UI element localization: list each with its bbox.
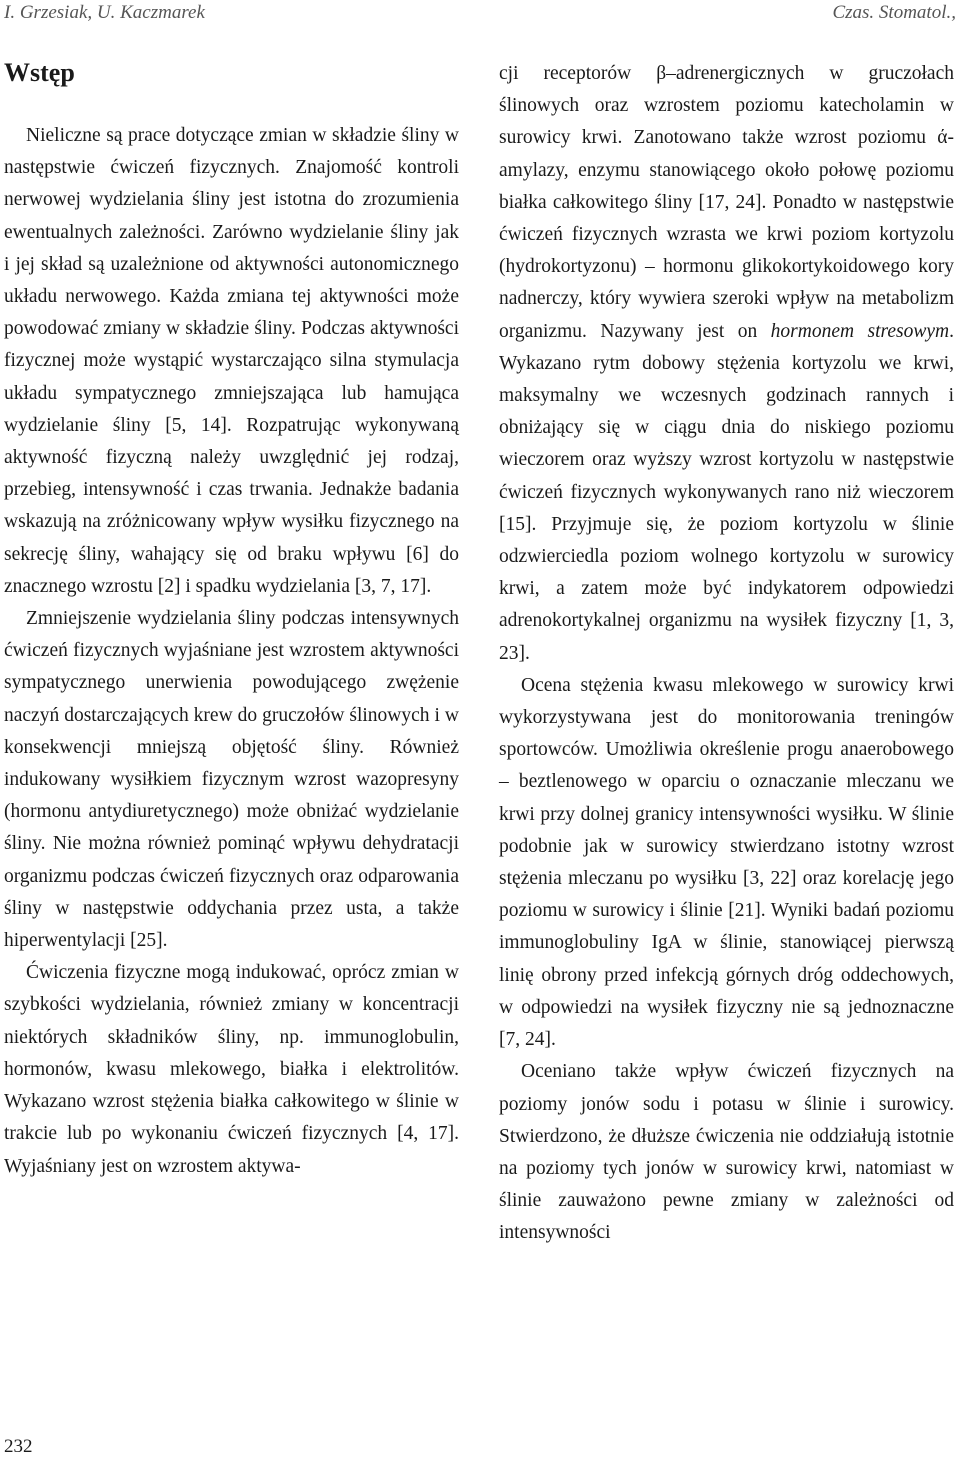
paragraph: Zmniejszenie wydzielania śliny podczas intensywnych ćwiczeń fizycznych wyjaśniane jest wzrostem aktywności sympatycznego unerwienia powodującego zwężenie naczyń dostarczających krew do gruczołów ślinowych i w konsekwencji mniejszą objętość śliny. Również indukowany wysiłkiem fizycznym wzrost wazopresyny (hormonu antydiuretycznego) może obniżać wydzielanie śliny. Nie można również pominąć wpływu dehydratacji organizmu podczas ćwiczeń fizycznych oraz odparowania śliny w następstwie oddychania przez usta, a także hiperwentylacji [25]. [4, 608, 459, 952]
paragraph-text: . Wykazano rytm dobowy stężenia kortyzolu we krwi, maksymalny we wczesnych godzinach rannych i obniżający się w ciągu dnia do niskiego poziomu wieczorem oraz wyższy wzrost kortyzolu w następstwie ćwiczeń fizycznych wykonywanych rano niż wieczorem [15]. Przyjmuje się, że poziom kortyzolu w ślinie odzwierciedla poziom wolnego kortyzolu w surowicy krwi, a zatem może być indykatorem odpowiedzi adrenokortykalnej organizmu na wysiłek fizyczny [1, 3, 23]. [499, 320, 954, 664]
paragraph-text: cji receptorów β–adrenergicznych w gruczołach ślinowych oraz wzrostem poziomu katecholamin w surowicy krwi. Zanotowano także wzrost poziomu ά-amylazy, enzymu stanowiącego około połowę poziomu białka całkowitego śliny [17, 24]. Ponadto w następstwie ćwiczeń fizycznych wzrasta we krwi poziom kortyzolu (hydrokortyzonu) – hormonu glikokortykoidowego kory nadnerczy, który wywiera szeroki wpływ na metabolizm organizmu. Nazywany jest on [499, 63, 954, 342]
emphasized-term: hormonem stresowym [770, 320, 950, 342]
paragraph: Ćwiczenia fizyczne mogą indukować, oprócz zmian w szybkości wydzielania, również zmiany w koncentracji niektórych składników śliny, np. immunoglobulin, hormonów, kwasu mlekowego, białka i elektrolitów. Wykazano wzrost stężenia białka całkowitego w ślinie w trakcie lub po wykonaniu ćwiczeń fizycznych [4, 17]. Wyjaśniany jest on wzrostem aktywa- [4, 962, 459, 1177]
paragraph: Nieliczne są prace dotyczące zmian w składzie śliny w następstwie ćwiczeń fizycznych. Znajomość kontroli nerwowej wydzielania śliny jest istotna do zrozumienia ewentualnych zależności. Zarówno wydzielanie śliny jak i jej skład są uzależnione od aktywności autonomicznego układu nerwowego. Każda zmiana tej aktywności może powodować zmiany w składzie śliny. Podczas aktywności fizycznej może wystąpić wystarczająco silna stymulacja układu sympatycznego zmniejszająca lub hamująca wydzielanie śliny [5, 14]. Rozpatrując wykonywaną aktywność fizyczną należy uwzględnić jej rodzaj, przebieg, intensywność i czas trwania. Jednakże badania wskazują na zróżnicowany wpływ wysiłku fizycznego na sekrecję śliny, wahający się od braku wpływu [6] do znacznego wzrostu [2] i spadku wydzielania [3, 7, 17]. [4, 125, 459, 597]
paragraph: Ocena stężenia kwasu mlekowego w surowicy krwi wykorzystywana jest do monitorowania treningów sportowców. Umożliwia określenie progu anaerobowego – beztlenowego w oparciu o oznaczanie mleczanu we krwi przy dolnej granicy intensywności wysiłku. W ślinie podobnie jak w surowicy stwierdzano istotny wzrost stężenia mleczanu po wysiłku [3, 22] oraz korelację jego poziomu w surowicy i ślinie [21]. Wyniki badań poziomu immunoglobuliny IgA w ślinie, stanowiącej pierwszą linię obrony przed infekcją górnych dróg oddechowych, w odpowiedzi na wysiłek fizyczny nie są jednoznaczne [7, 24]. [499, 674, 954, 1051]
page-number: 232 [4, 1436, 33, 1457]
running-head-authors: I. Grzesiak, U. Kaczmarek [4, 2, 205, 23]
section-heading: Wstęp [4, 58, 75, 87]
right-column [499, 58, 954, 1250]
left-column [4, 120, 459, 1183]
paragraph-continued [499, 58, 954, 670]
running-head-journal: Czas. Stomatol., [832, 2, 956, 23]
running-head [4, 0, 956, 28]
paragraph: Oceniano także wpływ ćwiczeń fizycznych na poziomy jonów sodu i potasu w ślinie i surowicy. Stwierdzono, że dłuższe ćwiczenia nie oddziałują istotnie na poziomy tych jonów w surowicy krwi, natomiast w ślinie zauważono pewne zmiany w zależności od intensywności [499, 1061, 954, 1244]
